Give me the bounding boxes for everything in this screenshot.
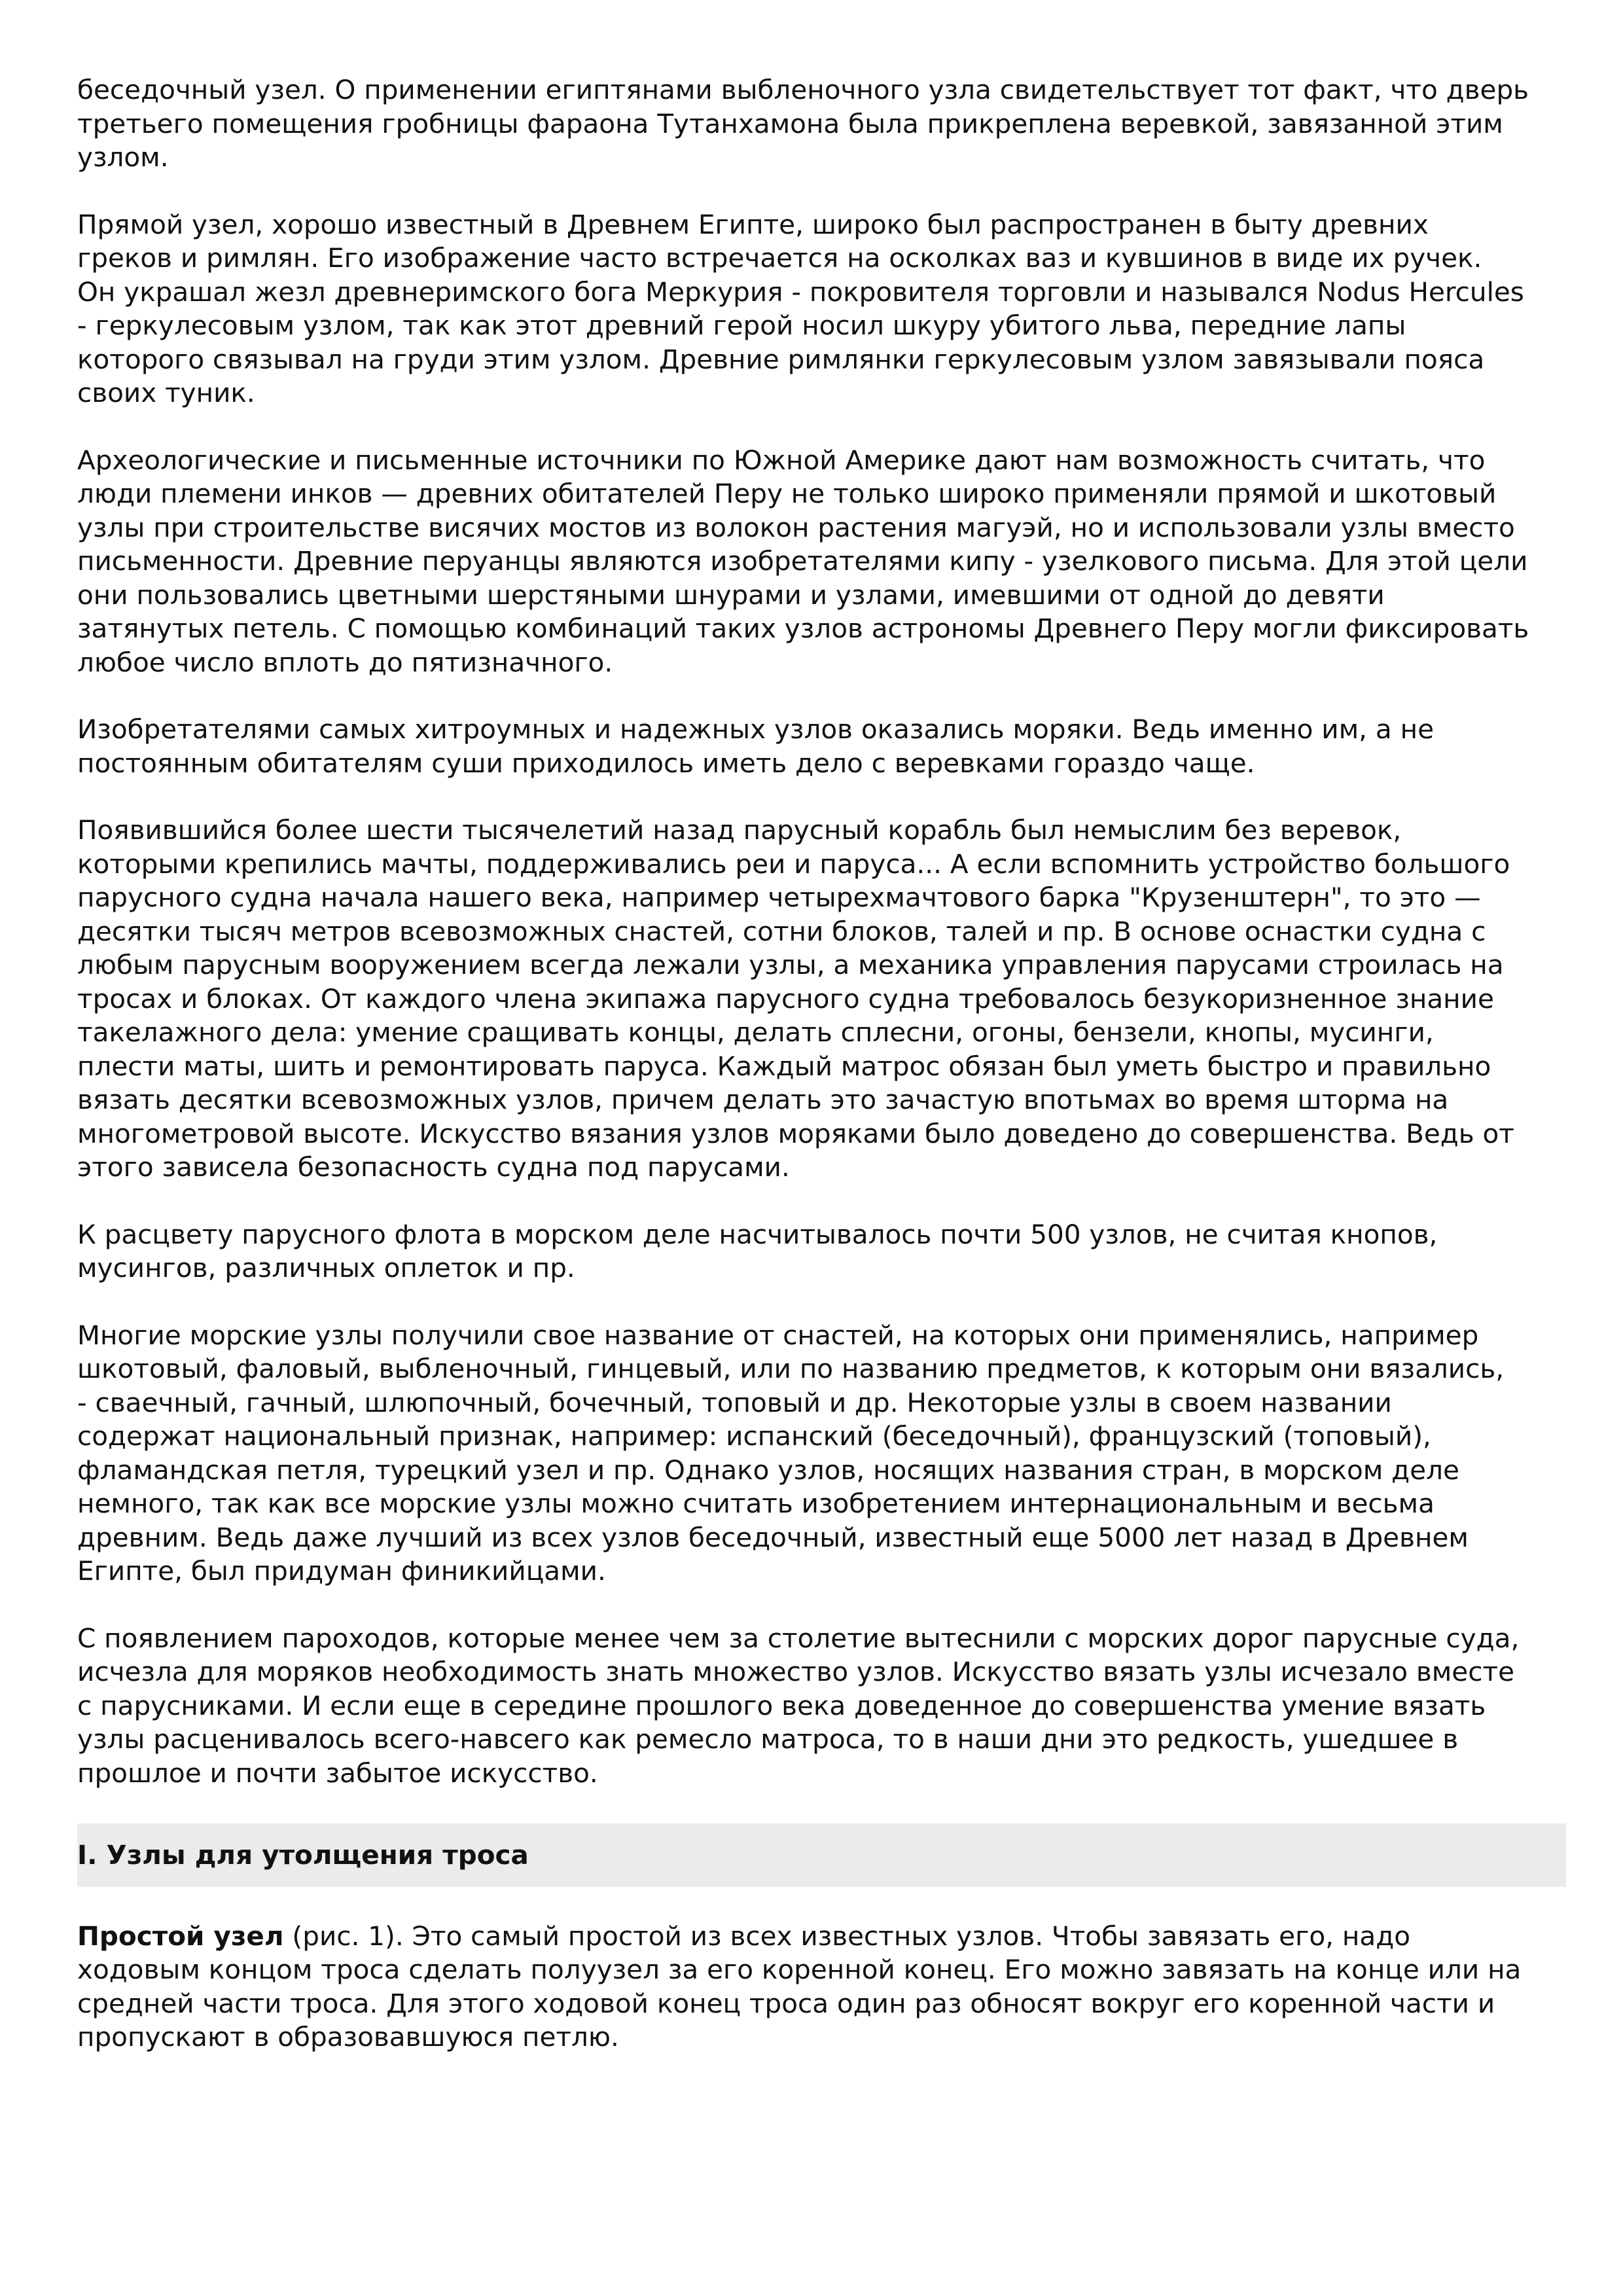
paragraph-sailors-inventors: Изобретателями самых хитроумных и надежных узлов оказались моряки. Ведь именно им, а не постоянным обитателям суши приходилось иметь дело с веревками гораздо чаще.: [77, 713, 1434, 779]
simple-knot-description: (рис. 1). Это самый простой из всех известных узлов. Чтобы завязать его, надо ходовым концом троса сделать полуузел за его коренной конец. Его можно завязать на конце или на средней части троса. Для этого ходовой конец троса один раз обносят вокруг его коренной части и пропускают в образовавшуюся петлю.: [77, 1920, 1522, 2053]
simple-knot-term: Простой узел: [77, 1920, 284, 1952]
paragraph-sailing-ship: Появившийся более шести тысячелетий назад парусный корабль был немыслим без веревок, которыми крепились мачты, поддерживались реи и паруса... А если вспомнить устройство большого парусного судна начала нашего века, например четырехмачтового барка "Крузенштерн", то это — десятки тысяч метров всевозможных снастей, сотни блоков, талей и пр. В основе оснастки судна с любым парусным вооружением всегда лежали узлы, а механика управления парусами строилась на тросах и блоках. От каждого члена экипажа парусного судна требовалось безукоризненное знание такелажного дела: умение сращивать концы, делать сплесни, огоны, бензели, кнопы, мусинги, плести маты, шить и ремонтировать паруса. Каждый матрос обязан был уметь быстро и правильно вязать десятки всевозможных узлов, причем делать это зачастую впотьмах во время шторма на многометровой высоте. Искусство вязания узлов моряками было доведено до совершенства. Ведь от этого зависела безопасность судна под парусами.: [77, 814, 1514, 1183]
paragraph-reef-knot-history: Прямой узел, хорошо известный в Древнем Египте, широко был распространен в быту древних греков и римлян. Его изображение часто встречается на осколках ваз и кувшинов в виде их ручек. Он украшал жезл древнеримского бога Меркурия - покровителя торговли и назывался Nodus Hercules - геркулесовым узлом, так как этот древний герой носил шкуру убитого льва, передние лапы которого связывал на груди этим узлом. Древние римлянки геркулесовым узлом завязывали пояса своих туник.: [77, 208, 1524, 408]
section-heading-text: I. Узлы для утолщения троса: [77, 1839, 529, 1871]
paragraph-knot-names: Многие морские узлы получили свое название от снастей, на которых они применялись, например шкотовый, фаловый, выбленочный, гинцевый, или по названию предметов, к которым они вязались, - свaечный, гачный, шлюпочный, бочечный, топовый и др. Некоторые узлы в своем названии содержат национальный признак, например: испанский (беседочный), французский (топовый), фламандская петля, турецкий узел и пр. Однако узлов, носящих названия стран, в морском деле немного, так как все морские узлы можно считать изобретением интернациональным и весьма древним. Ведь даже лучший из всех узлов беседочный, известный еще 5000 лет назад в Древнем Египте, был придуман финикийцами.: [77, 1319, 1505, 1587]
paragraph-500-knots: К расцвету парусного флота в морском деле насчитывалось почти 500 узлов, не считая кнопов, мусингов, различных оплеток и пр.: [77, 1218, 1438, 1283]
paragraph-steamships: С появлением пароходов, которые менее чем за столетие вытеснили с морских дорог парусные суда, исчезла для моряков необходимость знать множество узлов. Искусство вязать узлы исчезало вместе с парусниками. И если еще в середине прошлого века доведенное до совершенства умение вязать узлы расценивалось всего-навсего как ремесло матроса, то в наши дни это редкость, ушедшее в прошлое и почти забытое искусство.: [77, 1622, 1520, 1789]
paragraph-egyptian-knots: беседочный узел. О применении египтянами выбленочного узла свидетельствует тот факт, что дверь третьего помещения гробницы фараона Тутанхамона была прикреплена веревкой, завязанной этим узлом.: [77, 74, 1529, 173]
document-page: [77, 73, 1566, 2088]
paragraph-inca-quipu: Археологические и письменные источники по Южной Америке дают нам возможность считать, что люди племени инков — древних обитателей Перу не только широко применяли прямой и шкотовый узлы при строительстве висячих мостов из волокон растения магуэй, но и использовали узлы вместо письменности. Древние перуанцы являются изобретателями кипу - узелкового письма. Для этой цели они пользовались цветными шерстяными шнурами и узлами, имевшими от одной до девяти затянутых петель. С помощью комбинаций таких узлов астрономы Древнего Перу могли фиксировать любое число вплоть до пятизначного.: [77, 444, 1529, 678]
paragraph-simple-knot: [77, 1920, 1566, 2054]
section-heading: [77, 1823, 1566, 1887]
